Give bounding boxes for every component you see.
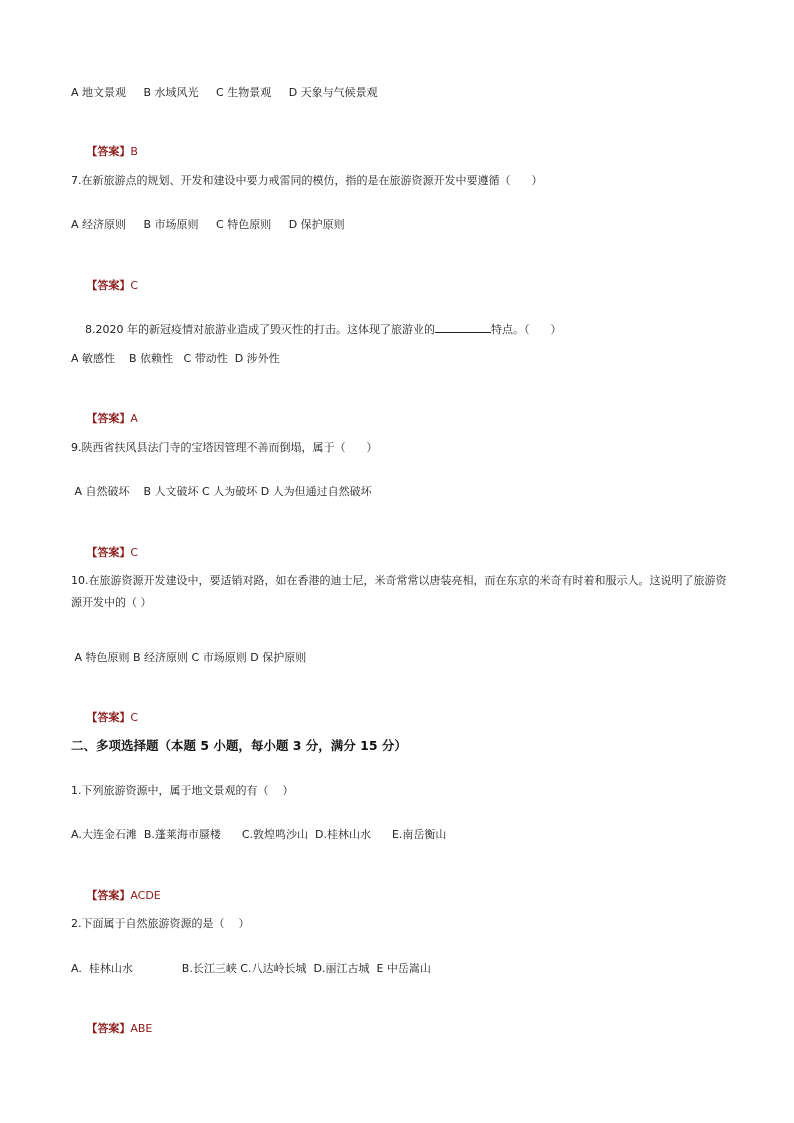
- m1-answer: [71, 872, 731, 920]
- q7-answer: [71, 262, 731, 310]
- q8-question-post: 特点。（ ）: [490, 323, 562, 336]
- m2-answer: [71, 1005, 731, 1053]
- section-title: 二、多项选择题（本题 5 小题，每小题 3 分，满分 15 分）: [71, 738, 407, 753]
- answer-label: 【答案】: [86, 711, 131, 724]
- q10-question: 10.在旅游资源开发建设中，要适销对路，如在香港的迪士尼，米奇常常以唐装亮相，而在东京的米奇有时着和服示人。这说明了旅游资源开发中的（ ）: [71, 574, 727, 609]
- q10-options: A 特色原则 B 经济原则 C 市场原则 D 保护原则: [71, 651, 307, 664]
- m2-question: 2.下面属于自然旅游资源的是（ ）: [71, 917, 250, 930]
- answer-value: B: [130, 145, 138, 158]
- q8-question-pre: 8.2020 年的新冠疫情对旅游业造成了毁灭性的打击。这体现了旅游业的: [85, 323, 435, 336]
- answer-label: 【答案】: [86, 546, 131, 559]
- answer-value: ABE: [130, 1022, 153, 1035]
- q7-question: 7.在新旅游点的规划、开发和建设中要力戒雷同的模仿，指的是在旅游资源开发中要遵循（ ）: [71, 174, 543, 187]
- q8-options: A 敏感性 B 依赖性 C 带动性 D 涉外性: [71, 352, 280, 365]
- answer-value: C: [130, 279, 139, 292]
- answer-label: 【答案】: [86, 889, 131, 902]
- q6-answer: [71, 128, 731, 176]
- q6-options: A 地文景观 B 水域风光 C 生物景观 D 天象与气候景观: [71, 86, 378, 99]
- q8-question: [71, 306, 731, 354]
- fill-in-blank: [435, 322, 491, 333]
- m1-options: A.大连金石滩 B.蓬莱海市蜃楼 C.敦煌鸣沙山 D.桂林山水 E.南岳衡山: [71, 828, 447, 841]
- answer-label: 【答案】: [86, 412, 131, 425]
- q9-options: A 自然破坏 B 人文破坏 C 人为破坏 D 人为但通过自然破坏: [71, 485, 372, 498]
- q9-question: 9.陕西省扶风县法门寺的宝塔因管理不善而倒塌，属于（ ）: [71, 441, 378, 454]
- q7-options: A 经济原则 B 市场原则 C 特色原则 D 保护原则: [71, 218, 345, 231]
- answer-value: C: [130, 546, 139, 559]
- answer-value: ACDE: [130, 889, 161, 902]
- answer-label: 【答案】: [86, 145, 131, 158]
- m2-options: A. 桂林山水 B.长江三峡 C.八达岭长城 D.丽江古城 E 中岳嵩山: [71, 962, 431, 975]
- m1-question: 1.下列旅游资源中，属于地文景观的有（ ）: [71, 784, 294, 797]
- answer-value: A: [130, 412, 138, 425]
- answer-value: C: [130, 711, 139, 724]
- q8-answer: [71, 395, 731, 443]
- answer-label: 【答案】: [86, 1022, 131, 1035]
- answer-label: 【答案】: [86, 279, 131, 292]
- q10-answer: [71, 694, 731, 742]
